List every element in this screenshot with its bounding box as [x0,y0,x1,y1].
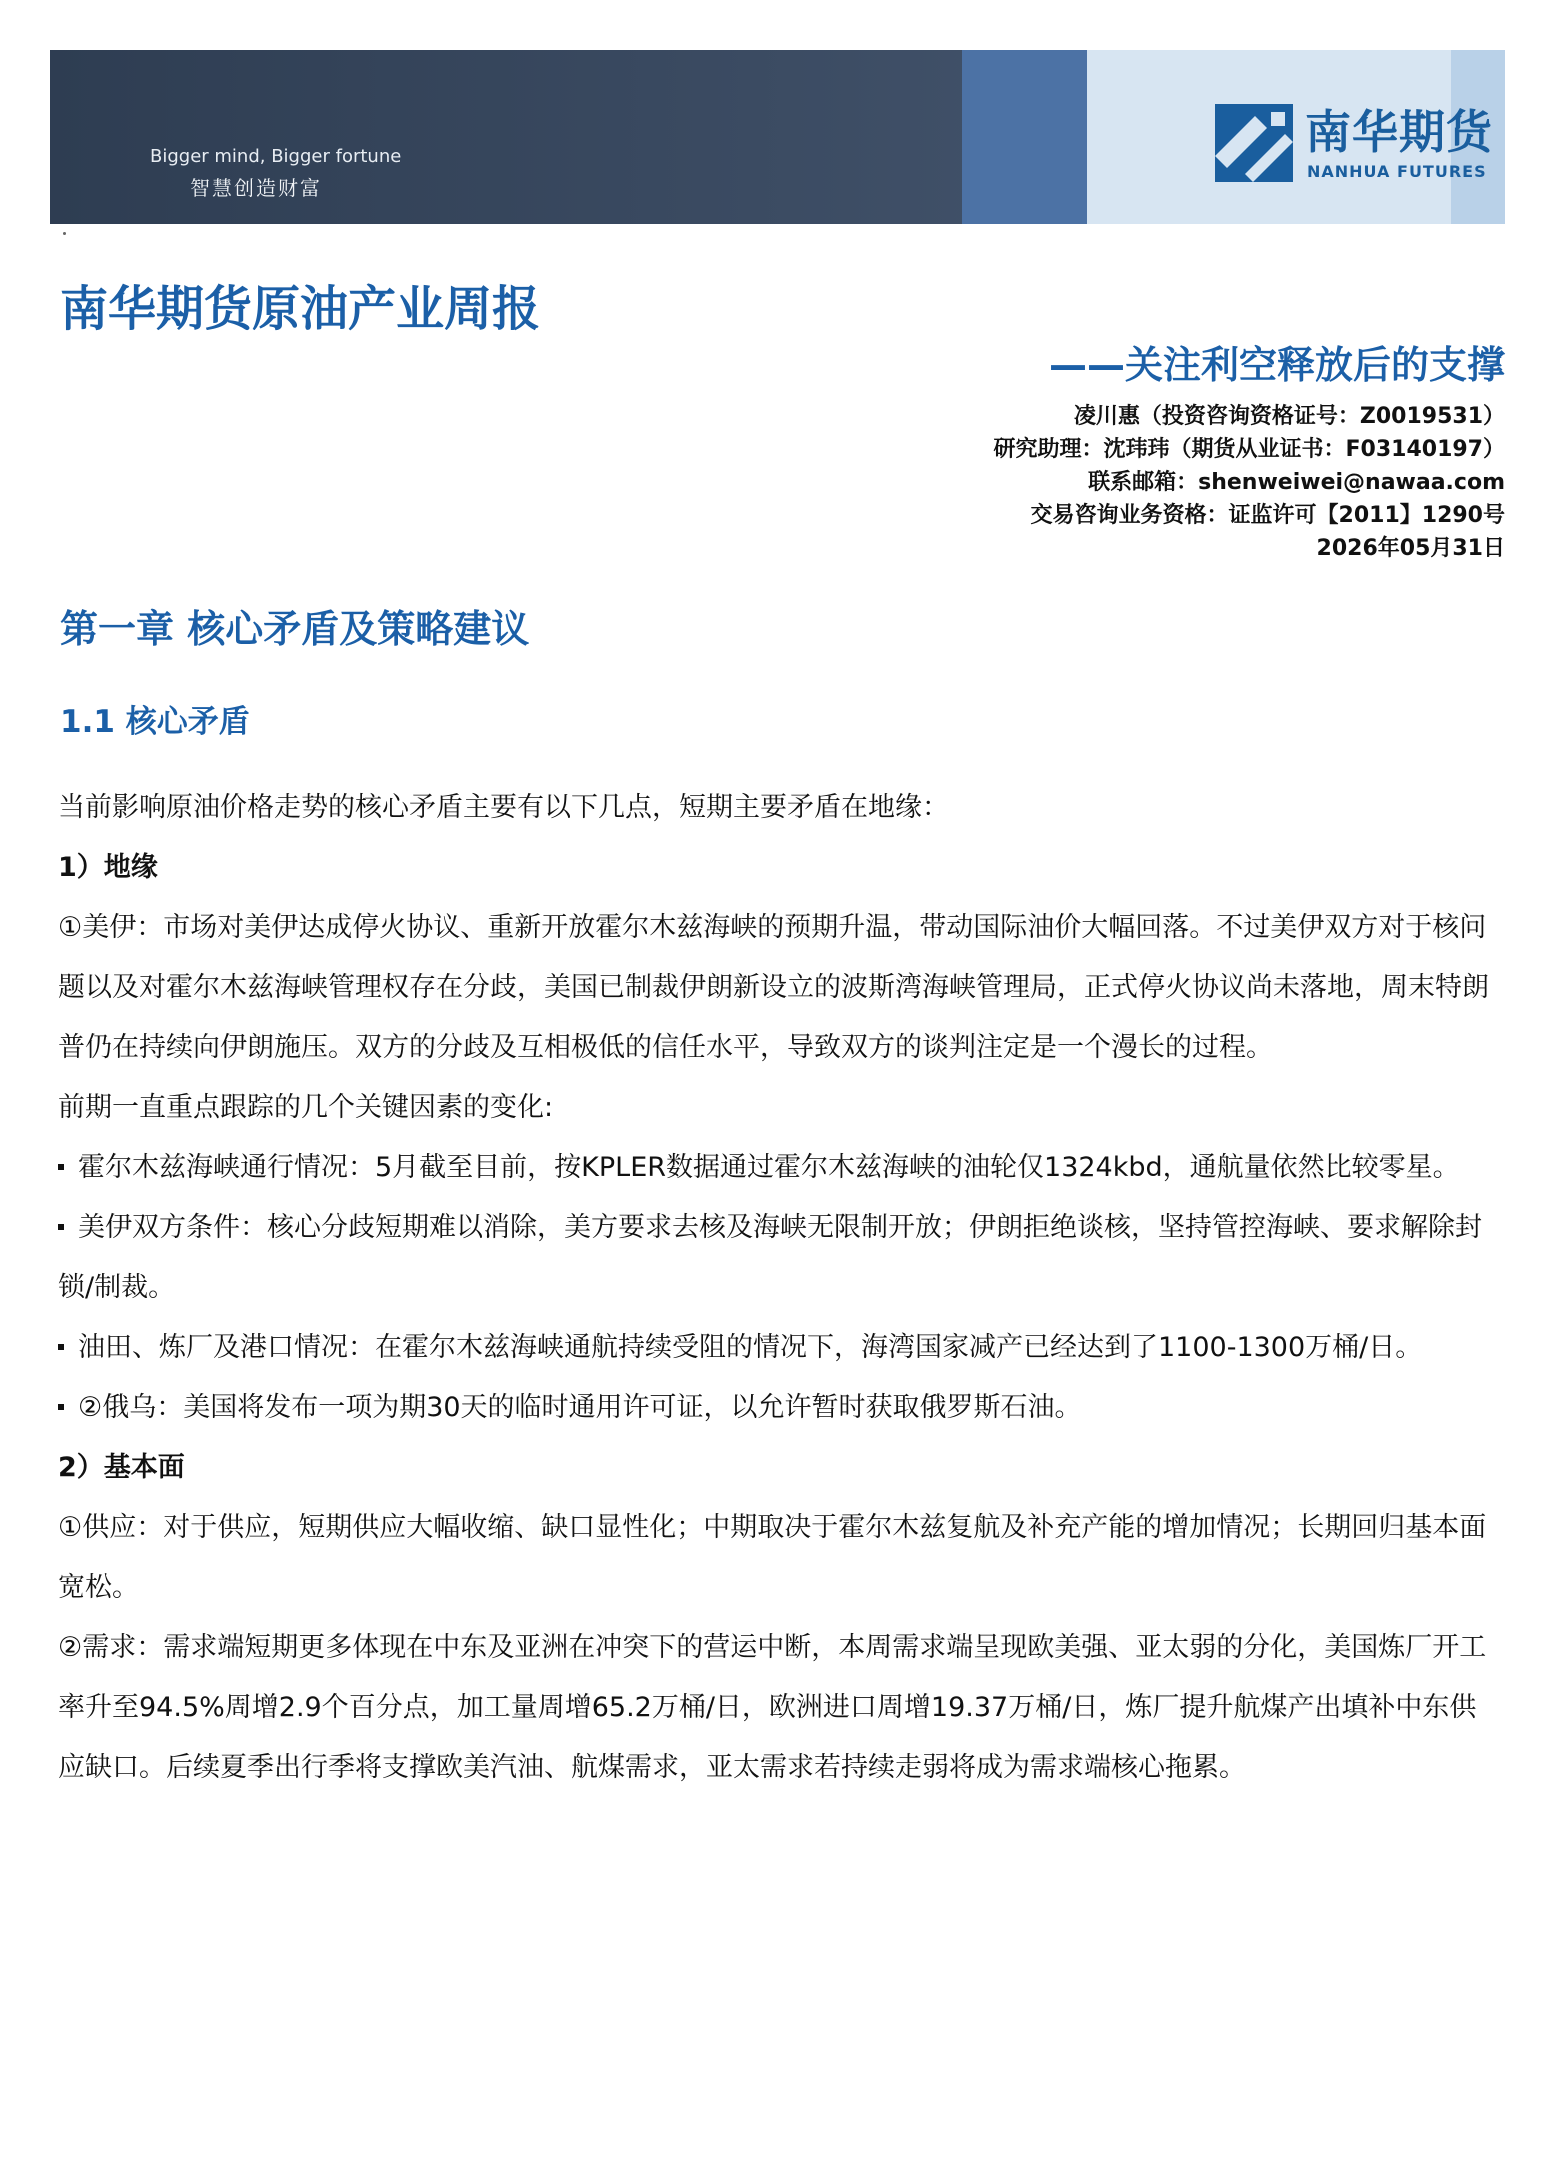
list-item [58,1198,1500,1318]
slogan-chinese: 智慧创造财富 [190,176,322,200]
list-item-text: ②俄乌：美国将发布一项为期30天的临时通用许可证，以允许暂时获取俄罗斯石油。 [78,1392,1082,1423]
us-iran-paragraph: ①美伊：市场对美伊达成停火协议、重新开放霍尔木兹海峡的预期升温，带动国际油价大幅回落。不过美伊双方对于核问题以及对霍尔木兹海峡管理权存在分歧，美国已制裁伊朗新设立的波斯湾海峡管理局，正式停火协议尚未落地，周末特朗普仍在持续向伊朗施压。双方的分歧及互相极低的信任水平，导致双方的谈判注定是一个漫长的过程。 [58,912,1489,1063]
banner-band [962,50,1087,224]
logo-mark-icon [1215,104,1293,182]
chapter-heading: 第一章 核心矛盾及策略建议 [60,607,530,651]
report-body [58,778,1500,1798]
demand-paragraph: ②需求：需求端短期更多体现在中东及亚洲在冲突下的营运中断，本周需求端呈现欧美强、亚太弱的分化，美国炼厂开工率升至94.5%周增2.9个百分点，加工量周增65.2万桶/日，欧洲进口周增19.37万桶/日，炼厂提升航煤产出填补中东供应缺口。后续夏季出行季将支撑欧美汽油、航煤需求，亚太需求若持续走弱将成为需求端核心拖累。 [58,1632,1487,1783]
list-item [58,1378,1500,1438]
bullet-icon [58,1344,64,1350]
license-line: 交易咨询业务资格：证监许可【2011】1290号 [1030,503,1505,528]
fundamentals-heading: 2）基本面 [58,1452,185,1483]
list-item [58,1318,1500,1378]
decorative-dot [63,232,66,235]
bullet-icon [58,1164,64,1170]
header-banner [50,50,1505,224]
report-date: 2026年05月31日 [1316,536,1505,561]
email-line: 联系邮箱：shenweiwei@nawaa.com [1088,470,1505,495]
report-subtitle: ——关注利空释放后的支撑 [1048,343,1505,387]
author-info [994,400,1506,565]
list-item-text: 霍尔木兹海峡通行情况：5月截至目前，按KPLER数据通过霍尔木兹海峡的油轮仅1324kbd，通航量依然比较零星。 [78,1152,1460,1183]
intro-paragraph: 当前影响原油价格走势的核心矛盾主要有以下几点，短期主要矛盾在地缘： [58,792,949,823]
assistant-line: 研究助理：沈玮玮（期货从业证书：F03140197） [993,437,1505,462]
report-title: 南华期货原油产业周报 [60,281,541,337]
logo-text-english: NANHUA FUTURES [1307,162,1487,181]
list-item-text: 美伊双方条件：核心分歧短期难以消除，美方要求去核及海峡无限制开放；伊朗拒绝谈核，坚持管控海峡、要求解除封锁/制裁。 [58,1212,1482,1303]
tracking-intro: 前期一直重点跟踪的几个关键因素的变化: [58,1092,554,1123]
section-heading: 1.1 核心矛盾 [60,704,250,740]
bullet-icon [58,1224,64,1230]
bullet-icon [58,1404,64,1410]
company-logo [1215,104,1495,188]
supply-paragraph: ①供应：对于供应，短期供应大幅收缩、缺口显性化；中期取决于霍尔木兹复航及补充产能的增加情况；长期回归基本面宽松。 [58,1512,1487,1603]
logo-text-chinese: 南华期货 [1305,105,1493,159]
geo-heading: 1）地缘 [58,852,158,883]
list-item-text: 油田、炼厂及港口情况：在霍尔木兹海峡通航持续受阻的情况下，海湾国家减产已经达到了1100-1300万桶/日。 [78,1332,1423,1363]
slogan-english: Bigger mind, Bigger fortune [150,146,402,167]
analyst-line: 凌川惠（投资咨询资格证号：Z0019531） [1073,404,1505,429]
list-item [58,1138,1500,1198]
